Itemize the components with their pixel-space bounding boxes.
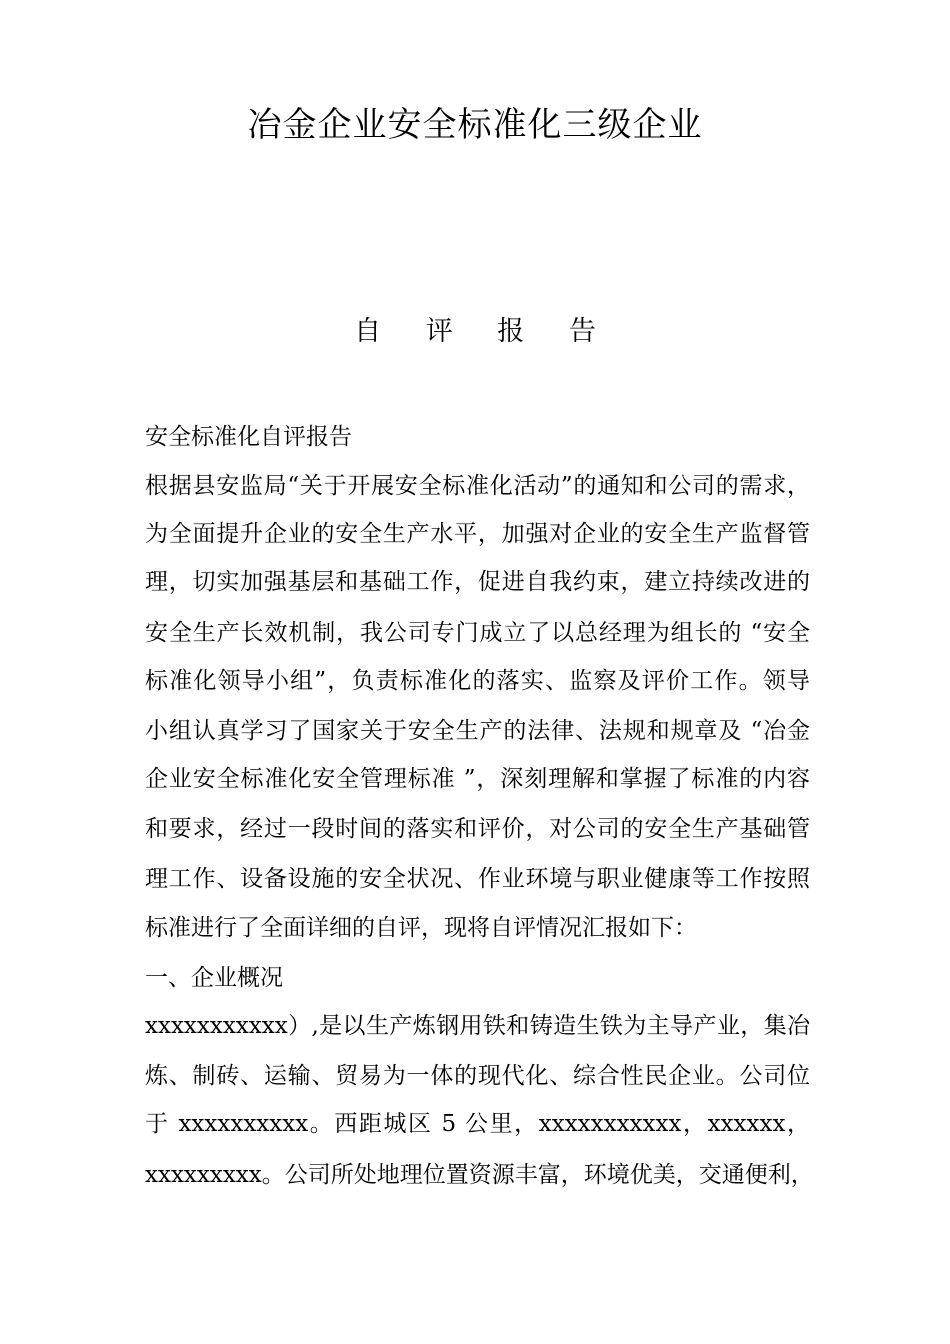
paragraph-line: 理工作、设备设施的安全状况、作业环境与职业健康等工作按照 [145, 866, 810, 892]
paragraph-line: 企业安全标准化安全管理标准 ”，深刻理解和掌握了标准的内容 [145, 766, 810, 792]
paragraph-line: 炼、制砖、运输、贸易为一体的现代化、综合性民企业。公司位 [145, 1063, 810, 1089]
paragraph-line: 于 xxxxxxxxxx。西距城区 5 公里，xxxxxxxxxxx，xxxxxx， [145, 1111, 810, 1137]
document-title: 冶金企业安全标准化三级企业 [247, 105, 703, 145]
paragraph-line: 标准化领导小组”，负责标准化的落实、监察及评价工作。领导 [145, 668, 810, 694]
paragraph-line: 为全面提升企业的安全生产水平，加强对企业的安全生产监督管 [145, 521, 810, 547]
section-heading: 一、企业概况 [145, 965, 283, 991]
paragraph-line: 安全生产长效机制，我公司专门成立了以总经理为组长的 “安全 [145, 620, 810, 646]
paragraph-line: 标准进行了全面详细的自评，现将自评情况汇报如下： [145, 915, 697, 941]
section-heading: 安全标准化自评报告 [145, 424, 352, 450]
report-subtitle: 自 评 报 告 [354, 316, 614, 347]
paragraph-line: 理，切实加强基层和基础工作，促进自我约束，建立持续改进的 [145, 569, 810, 595]
paragraph-line: xxxxxxxxxxx）,是以生产炼钢用铁和铸造生铁为主导产业，集冶 [145, 1013, 810, 1039]
paragraph-line: xxxxxxxxx。公司所处地理位置资源丰富，环境优美，交通便利， [145, 1162, 814, 1188]
paragraph-line: 和要求，经过一段时间的落实和评价，对公司的安全生产基础管 [145, 816, 810, 842]
paragraph-line: 小组认真学习了国家关于安全生产的法律、法规和规章及 “冶金 [145, 718, 810, 744]
paragraph-line: 根据县安监局“关于开展安全标准化活动”的通知和公司的需求， [145, 473, 810, 499]
